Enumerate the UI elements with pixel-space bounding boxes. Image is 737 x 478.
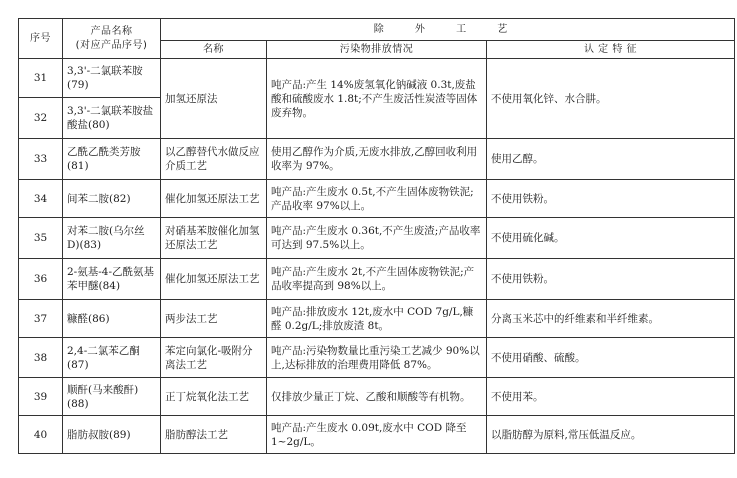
process-name: 加氢还原法	[161, 59, 267, 139]
feature-info: 不使用硫化碱。	[487, 218, 735, 259]
pollution-info: 吨产品:产生废水 0.36t,不产生废渣;产品收率可达到 97.5%以上。	[267, 218, 487, 259]
process-name: 催化加氢还原法工艺	[161, 259, 267, 300]
feature-info: 不使用苯。	[487, 378, 735, 416]
pollution-info: 吨产品:产生废水 0.09t,废水中 COD 降至1~2g/L。	[267, 416, 487, 454]
product-name: 乙酰乙酰类芳胺(81)	[63, 139, 161, 180]
product-name: 3,3'-二氯联苯胺(79)	[63, 59, 161, 98]
feature-info: 不使用铁粉。	[487, 259, 735, 300]
row-number: 32	[19, 98, 63, 139]
product-name: 间苯二胺(82)	[63, 180, 161, 218]
table-row	[19, 300, 735, 338]
header-product	[63, 19, 161, 59]
process-name: 正丁烷氧化法工艺	[161, 378, 267, 416]
process-name: 对硝基苯胺催化加氢还原法工艺	[161, 218, 267, 259]
process-name: 催化加氢还原法工艺	[161, 180, 267, 218]
process-name: 脂肪醇法工艺	[161, 416, 267, 454]
product-name: 对苯二胺(乌尔丝 D)(83)	[63, 218, 161, 259]
feature-info: 使用乙醇。	[487, 139, 735, 180]
row-number: 31	[19, 59, 63, 98]
table-row	[19, 378, 735, 416]
header-group: 除 外 工 艺	[161, 19, 735, 41]
row-number: 34	[19, 180, 63, 218]
process-name: 以乙醇替代水做反应介质工艺	[161, 139, 267, 180]
table-row	[19, 139, 735, 180]
header-name: 名称	[161, 41, 267, 59]
feature-info: 分离玉米芯中的纤维素和半纤维素。	[487, 300, 735, 338]
header-features: 认 定 特 征	[487, 41, 735, 59]
process-name: 两步法工艺	[161, 300, 267, 338]
row-number: 38	[19, 338, 63, 378]
row-number: 39	[19, 378, 63, 416]
feature-info: 不使用氧化锌、水合肼。	[487, 59, 735, 139]
pollution-info: 吨产品:污染物数量比重污染工艺减少 90%以上,达标排放的治理费用降低 87%。	[267, 338, 487, 378]
pollution-info: 仅排放少量正丁烷、乙酸和顺酸等有机物。	[267, 378, 487, 416]
row-number: 33	[19, 139, 63, 180]
header-seq: 序号	[19, 19, 63, 59]
table-row	[19, 180, 735, 218]
pollution-info: 吨产品:产生废水 0.5t,不产生固体废物铁泥;产品收率 97%以上。	[267, 180, 487, 218]
pollution-info: 吨产品:产生 14%废氢氧化钠碱液 0.3t,废盐酸和硫酸废水 1.8t;不产生废活性炭渣等固体废弃物。	[267, 59, 487, 139]
pollution-info: 使用乙醇作为介质,无废水排放,乙醇回收利用收率为 97%。	[267, 139, 487, 180]
table-row	[19, 218, 735, 259]
table-row	[19, 259, 735, 300]
process-table	[18, 18, 735, 454]
feature-info: 以脂肪醇为原料,常压低温反应。	[487, 416, 735, 454]
feature-info: 不使用铁粉。	[487, 180, 735, 218]
row-number: 37	[19, 300, 63, 338]
pollution-info: 吨产品:产生废水 2t,不产生固体废物铁泥;产品收率提高到 98%以上。	[267, 259, 487, 300]
header-product-line2: (对应产品序号)	[75, 39, 148, 51]
table-row	[19, 338, 735, 378]
row-number: 35	[19, 218, 63, 259]
product-name: 糠醛(86)	[63, 300, 161, 338]
feature-info: 不使用硝酸、硫酸。	[487, 338, 735, 378]
product-name: 2,4-二氯苯乙酮(87)	[63, 338, 161, 378]
process-name: 苯定向氯化-吸附分离法工艺	[161, 338, 267, 378]
product-name: 2-氨基-4-乙酰氨基苯甲醚(84)	[63, 259, 161, 300]
header-pollution: 污染物排放情况	[267, 41, 487, 59]
table-row	[19, 416, 735, 454]
header-product-line1: 产品名称	[90, 25, 133, 37]
product-name: 脂肪叔胺(89)	[63, 416, 161, 454]
pollution-info: 吨产品:排放废水 12t,废水中 COD 7g/L,糠醛 0.2g/L;排放废渣 8t。	[267, 300, 487, 338]
row-number: 40	[19, 416, 63, 454]
product-name: 顺酐(马来酸酐)(88)	[63, 378, 161, 416]
table-row	[19, 59, 735, 98]
product-name: 3,3'-二氯联苯胺盐酸盐(80)	[63, 98, 161, 139]
row-number: 36	[19, 259, 63, 300]
